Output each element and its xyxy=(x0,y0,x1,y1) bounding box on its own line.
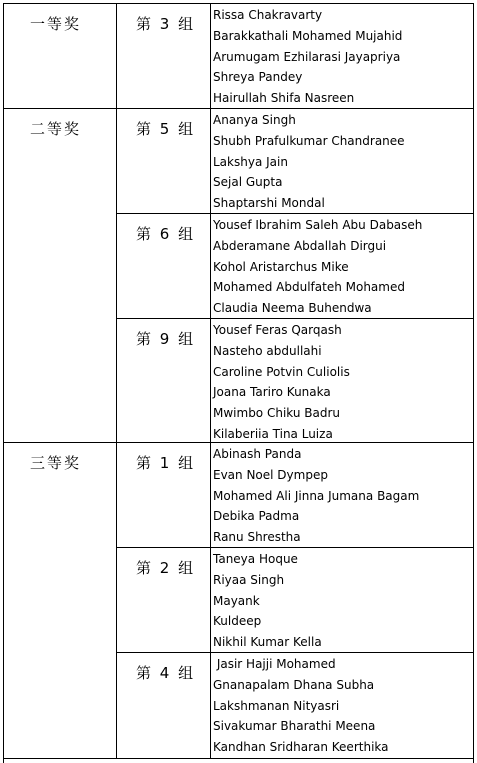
prize-label: 二等奖 xyxy=(30,120,82,138)
member-name: Lakshya Jain xyxy=(213,154,288,169)
prize-row-second xyxy=(4,109,473,443)
member-name: Lakshmanan Nityasri xyxy=(213,698,340,713)
member-name: Rissa Chakravarty xyxy=(213,8,323,22)
member-list xyxy=(213,549,322,653)
group-label: 第 5 组 xyxy=(136,120,196,138)
member-name: Mayank xyxy=(213,593,260,608)
group-label: 第 2 组 xyxy=(136,559,196,577)
member-name: Taneya Hoque xyxy=(213,552,298,566)
prize-cell xyxy=(4,4,117,108)
member-name: Yousef Ibrahim Saleh Abu Dabaseh xyxy=(213,218,423,232)
group-label: 第 6 组 xyxy=(136,225,196,243)
group-row xyxy=(117,214,473,319)
prize-label: 三等奖 xyxy=(30,454,82,472)
member-name: Debika Padma xyxy=(213,509,300,524)
member-name: Mohamed Ali Jinna Jumana Bagam xyxy=(213,488,420,503)
member-name: Sejal Gupta xyxy=(213,175,283,190)
group-cell xyxy=(117,653,211,759)
member-name: Claudia Neema Buhendwa xyxy=(213,301,372,316)
group-row xyxy=(117,548,473,653)
group-label: 第 9 组 xyxy=(136,330,196,348)
awards-table xyxy=(3,3,474,763)
member-name: Sivakumar Bharathi Meena xyxy=(213,719,376,734)
member-name: Kohol Aristarchus Mike xyxy=(213,259,349,274)
group-cell xyxy=(117,443,211,547)
member-name: Mwimbo Chiku Badru xyxy=(213,406,341,421)
member-list xyxy=(213,5,402,109)
member-name: Joana Tariro Kunaka xyxy=(213,385,331,400)
member-list xyxy=(213,654,389,758)
group-label: 第 3 组 xyxy=(136,15,196,33)
prize-label: 一等奖 xyxy=(30,15,82,33)
group-label: 第 4 组 xyxy=(136,664,196,682)
member-name: Ranu Shrestha xyxy=(213,530,301,545)
group-row xyxy=(117,653,473,759)
member-name: Nasteho abdullahi xyxy=(213,343,322,358)
member-name: Arumugam Ezhilarasi Jayapriya xyxy=(213,49,401,64)
group-cell xyxy=(117,109,211,213)
member-name: Barakkathali Mohamed Mujahid xyxy=(213,28,403,43)
group-row xyxy=(117,319,473,442)
member-name: Hairullah Shifa Nasreen xyxy=(213,91,355,106)
member-name: Nikhil Kumar Kella xyxy=(213,635,322,650)
group-cell xyxy=(117,4,211,108)
group-row xyxy=(117,4,473,108)
member-name: Ananya Singh xyxy=(213,113,296,127)
group-cell xyxy=(117,319,211,442)
prize-row-first xyxy=(4,4,473,109)
member-name: Yousef Feras Qarqash xyxy=(213,323,342,337)
prize-cell xyxy=(4,109,117,442)
member-name: Shreya Pandey xyxy=(213,70,303,85)
member-name: Abinash Panda xyxy=(213,447,302,461)
group-row xyxy=(117,109,473,214)
member-name: Jasir Hajji Mohamed xyxy=(213,657,336,671)
member-list xyxy=(213,215,422,319)
member-name: Kuldeep xyxy=(213,614,262,629)
member-name: Kandhan Sridharan Keerthika xyxy=(213,740,389,755)
table-bottom-border xyxy=(3,758,474,759)
member-name: Mohamed Abdulfateh Mohamed xyxy=(213,280,405,295)
member-list xyxy=(213,444,419,548)
member-name: Shaptarshi Mondal xyxy=(213,196,325,211)
member-name: Shubh Prafulkumar Chandranee xyxy=(213,133,405,148)
group-label: 第 1 组 xyxy=(136,454,196,472)
member-name: Abderamane Abdallah Dirgui xyxy=(213,238,387,253)
member-name: Caroline Potvin Culiolis xyxy=(213,364,350,379)
member-name: Riyaa Singh xyxy=(213,572,285,587)
prize-cell xyxy=(4,443,117,759)
member-list xyxy=(213,320,350,445)
group-cell xyxy=(117,214,211,318)
member-name: Evan Noel Dympep xyxy=(213,467,328,482)
member-name: Gnanapalam Dhana Subha xyxy=(213,677,375,692)
member-name: Kilaberiia Tina Luiza xyxy=(213,426,333,441)
group-row xyxy=(117,443,473,548)
group-cell xyxy=(117,548,211,652)
prize-row-third xyxy=(4,443,473,759)
member-list xyxy=(213,110,405,214)
